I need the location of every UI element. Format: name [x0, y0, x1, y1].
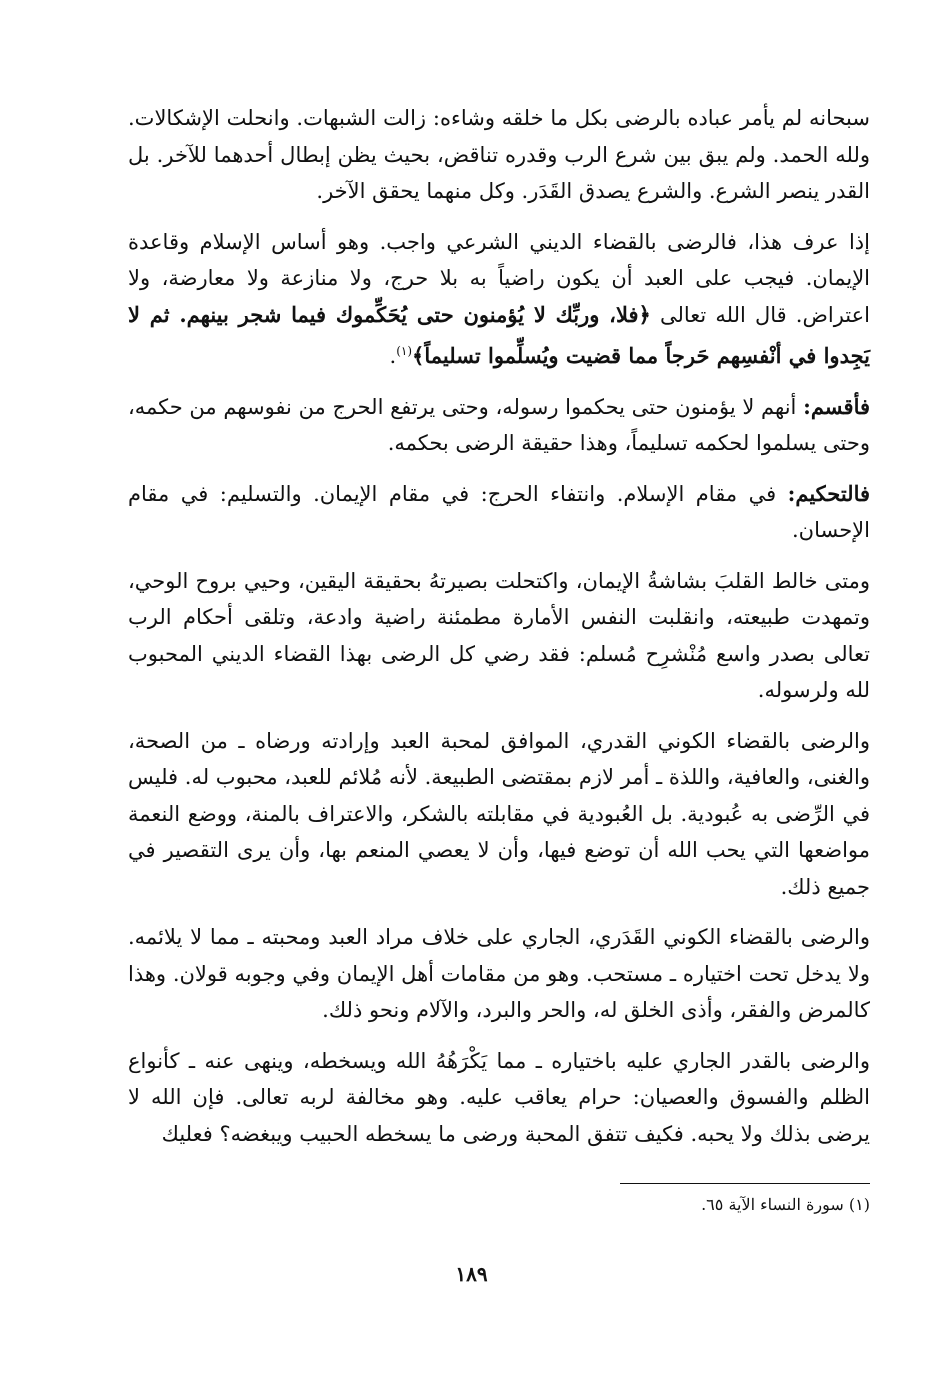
paragraph-7 — [128, 919, 870, 1029]
paragraph-1 — [128, 100, 870, 210]
paragraph-2-text: إذا عرف هذا، فالرضى بالقضاء الديني الشرعي واجب. وهو أساس الإسلام وقاعدة الإيمان. فيجب على العبد أن يكون راضياً به بلا حرج، ولا منازعة ولا معارضة، ولا اعتراض. قال الله تعالى — [128, 229, 870, 327]
paragraph-8-text: والرضى بالقدر الجاري عليه باختياره ـ مما يَكْرَهُهُ الله ويسخطه، وينهى عنه ـ كأنواع الظلم والفسوق والعصيان: حرام يعاقب عليه. وهو مخالفة لربه تعالى. فإن الله لا يرضى بذلك ولا يحبه. فكيف تتفق المحبة ورضى ما يسخطه الحبيب ويبغضه؟ فعليك — [128, 1048, 870, 1146]
paragraph-4 — [128, 476, 870, 549]
paragraph-5-text: ومتى خالط القلبَ بشاشةُ الإيمان، واكتحلت بصيرتهُ بحقيقة اليقين، وحيي بروح الوحي، وتمهدت طبيعته، وانقلبت النفس الأمارة مطمئنة راضية وادعة، وتلقى أحكام الرب تعالى بصدر واسع مُنْشرِح مُسلم: فقد رضي كل الرضى بهذا القضاء الديني المحبوب لله ولرسوله. — [128, 568, 870, 702]
footnote-marker: (١) — [396, 344, 413, 358]
page-body — [128, 100, 870, 1166]
paragraph-8 — [128, 1043, 870, 1153]
paragraph-7-text: والرضى بالقضاء الكوني القَدَري، الجاري على خلاف مراد العبد ومحبته ـ مما لا يلائمه. ولا يدخل تحت اختياره ـ مستحب. وهو من مقامات أهل الإيمان وفي وجوبه قولان. وهذا كالمرض والفقر، وأذى الخلق له، والحر والبرد، والآلام ونحو ذلك. — [128, 925, 870, 1022]
paragraph-2 — [128, 224, 870, 375]
page-number: ١٨٩ — [455, 1262, 488, 1286]
paragraph-2-end: . — [389, 344, 397, 368]
paragraph-6 — [128, 723, 870, 906]
footnote-divider — [620, 1183, 870, 1184]
footnote: (١) سورة النساء الآية ٦٥. — [701, 1195, 870, 1214]
paragraph-5 — [128, 563, 870, 709]
paragraph-4-lead: فالتحكيم: — [787, 480, 870, 506]
paragraph-3 — [128, 389, 870, 462]
paragraph-4-text: في مقام الإسلام. وانتفاء الحرج: في مقام الإيمان. والتسليم: في مقام الإحسان. — [128, 481, 870, 542]
quran-verse: ﴿فلا، وربِّك لا يُؤمنون حتى يُحَكِّموك فيما شجر بينهم. ثم لا يَجِدوا في أنْفسِهم حَرجاً مما قضيت ويُسلِّموا تسليماً﴾ — [128, 301, 870, 368]
paragraph-1-text: سبحانه لم يأمر عباده بالرضى بكل ما خلقه وشاءه: زالت الشبهات. وانحلت الإشكالات. ولله الحمد. ولم يبق بين شرع الرب وقدره تناقض، بحيث يظن إبطال أحدهما للآخر. بل القدر ينصر الشرع. والشرع يصدق القَدَر. وكل منهما يحقق الآخر. — [128, 106, 870, 203]
paragraph-3-text: أنهم لا يؤمنون حتى يحكموا رسوله، وحتى يرتفع الحرج من نفوسهم من حكمه، وحتى يسلموا لحكمه تسليماً، وهذا حقيقة الرضى بحكمه. — [127, 394, 870, 455]
paragraph-3-lead: فأقسم: — [803, 393, 870, 419]
paragraph-6-text: والرضى بالقضاء الكوني القدري، الموافق لمحبة العبد وإرادته ورضاه ـ من الصحة، والغنى، والعافية، واللذة ـ أمر لازم بمقتضى الطبيعة. لأنه مُلائم للعبد، محبوب له. فليس في الرِّضى به عُبودية. بل العُبودية في مقابلته بالشكر، والاعتراف بالمنة، ووضع النعمة مواضعها التي يحب الله أن توضع فيها، وأن لا يعصي المنعم بها، وأن يرى التقصير في جميع ذلك. — [128, 728, 870, 899]
